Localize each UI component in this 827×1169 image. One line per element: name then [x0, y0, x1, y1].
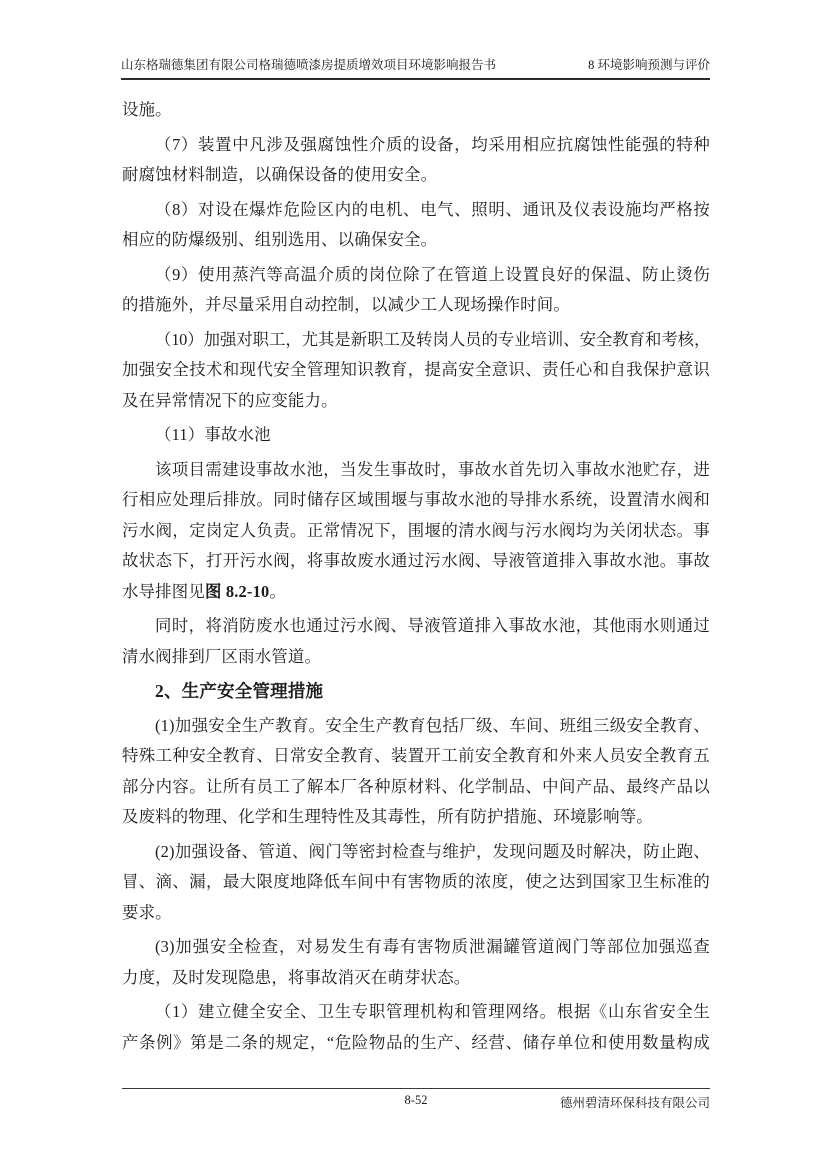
header-left-title: 山东格瑞德集团有限公司格瑞德喷漆房提质增效项目环境影响报告书	[121, 58, 497, 72]
text-line	[122, 290, 710, 321]
paragraph	[122, 455, 710, 608]
page-footer	[122, 1088, 710, 1115]
document-body	[122, 95, 710, 1062]
paragraph	[122, 997, 710, 1058]
bold-text-run: 2、生产安全管理措施	[155, 681, 324, 701]
text-line	[122, 546, 710, 577]
paragraph	[122, 420, 710, 451]
text-line	[122, 95, 710, 126]
paragraph	[122, 837, 710, 929]
text-line	[122, 1028, 710, 1059]
text-run: 相应的防爆级别、组别选用、以确保安全。	[122, 230, 438, 249]
text-run: 产条例》第是二条的规定，“危险物品的生产、经营、储存单位和使用数量构成	[122, 1032, 710, 1052]
text-line	[122, 325, 710, 356]
text-line	[122, 386, 710, 417]
text-line	[122, 260, 710, 291]
text-line	[122, 355, 710, 386]
text-line	[122, 485, 710, 516]
text-run: 力度，及时发现隐患，将事故消灭在萌芽状态。	[122, 967, 471, 987]
text-run: 设施。	[122, 100, 172, 119]
text-line	[122, 160, 710, 191]
text-line	[122, 898, 710, 929]
text-run: 部分内容。让所有员工了解本厂各种原材料、化学制品、中间产品、最终产品以	[122, 776, 710, 796]
text-run: 及在异常情况下的应变能力。	[122, 390, 338, 410]
paragraph	[122, 325, 710, 417]
text-line	[122, 516, 710, 547]
text-run: （7）装置中凡涉及强腐蚀性介质的设备，均采用相应抗腐蚀性能强的特种	[155, 134, 710, 154]
text-run: （10）加强对职工，尤其是新职工及转岗人员的专业培训、安全教育和考核，	[155, 329, 710, 349]
text-line	[122, 932, 710, 963]
paragraph	[122, 95, 710, 126]
text-run: 水导排图见	[122, 581, 205, 601]
text-run: 及废料的物理、化学和生理特性及其毒性，所有防护措施、环境影响等。	[122, 807, 653, 826]
page-header	[121, 57, 710, 80]
text-run: 该项目需建设事故水池，当发生事故时，事故水首先切入事故水池贮存，进	[155, 459, 710, 479]
text-line	[122, 802, 710, 833]
text-run: 耐腐蚀材料制造，以确保设备的使用安全。	[122, 165, 438, 184]
text-line	[122, 711, 710, 742]
paragraph	[122, 711, 710, 833]
section-heading	[122, 676, 710, 707]
text-run: 特殊工种安全教育、日常安全教育、装置开工前安全教育和外来人员安全教育五	[122, 746, 710, 765]
text-run: （1）建立健全安全、卫生专职管理机构和管理网络。根据《山东省安全生	[155, 1002, 710, 1021]
text-run: （8）对设在爆炸危险区内的电机、电气、照明、通讯及仪表设施均严格按	[155, 199, 710, 219]
text-run: 行相应处理后排放。同时储存区域围堰与事故水池的导排水系统，设置清水阀和	[122, 490, 710, 509]
text-line	[122, 867, 710, 898]
text-run: 同时，将消防废水也通过污水阀、导液管道排入事故水池，其他雨水则通过	[155, 616, 710, 635]
text-run: (3)加强安全检查，对易发生有毒有害物质泄漏罐管道阀门等部位加强巡查	[155, 937, 710, 956]
paragraph	[122, 195, 710, 256]
header-right-chapter: 8 环境影响预测与评价	[588, 58, 710, 72]
text-line	[122, 642, 710, 673]
text-run: （11）事故水池	[155, 425, 271, 444]
text-line	[122, 741, 710, 772]
text-run: 污水阀，定岗定人负责。正常情况下，围堰的清水阀与污水阀均为关闭状态。事	[122, 520, 710, 540]
paragraph	[122, 130, 710, 191]
text-line	[122, 195, 710, 226]
text-run: 要求。	[122, 902, 172, 922]
text-line	[122, 225, 710, 256]
text-run: 的措施外，并尽量采用自动控制，以减少工人现场操作时间。	[122, 295, 570, 314]
paragraph	[122, 932, 710, 993]
text-run: 故状态下，打开污水阀，将事故废水通过污水阀、导液管道排入事故水池。事故	[122, 551, 710, 570]
text-run: （9）使用蒸汽等高温介质的岗位除了在管道上设置良好的保温、防止烫伤	[155, 264, 710, 284]
text-line	[122, 997, 710, 1028]
page-number: 8-52	[404, 1093, 428, 1107]
text-line	[122, 772, 710, 803]
paragraph	[122, 611, 710, 672]
text-run: (1)加强安全生产教育。安全生产教育包括厂级、车间、班组三级安全教育、	[155, 715, 710, 735]
paragraph	[122, 260, 710, 321]
text-line	[122, 420, 710, 451]
text-line	[122, 611, 710, 642]
bold-text-run: 图 8.2-10	[204, 581, 270, 601]
text-line	[122, 676, 710, 707]
text-line	[122, 130, 710, 161]
text-line	[122, 577, 710, 608]
footer-company: 德州碧清环保科技有限公司	[559, 1096, 710, 1110]
text-run: (2)加强设备、管道、阀门等密封检查与维护，发现问题及时解决，防止跑、	[155, 841, 710, 861]
text-run: 冒、滴、漏，最大限度地降低车间中有害物质的浓度，使之达到国家卫生标准的	[122, 872, 710, 891]
text-run: 加强安全技术和现代安全管理知识教育，提高安全意识、责任心和自我保护意识	[122, 360, 710, 379]
text-line	[122, 837, 710, 868]
text-run: 。	[269, 581, 286, 601]
text-line	[122, 963, 710, 994]
text-line	[122, 455, 710, 486]
text-run: 清水阀排到厂区雨水管道。	[122, 646, 322, 666]
